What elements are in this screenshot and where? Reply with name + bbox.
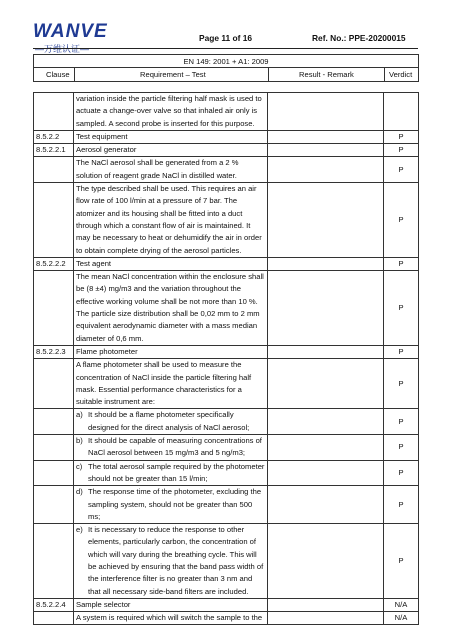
- requirements-table: [33, 92, 419, 625]
- logo-subtext: —万维认证—: [35, 44, 90, 54]
- requirement-cell: [74, 524, 268, 599]
- clause-cell: [34, 157, 74, 183]
- requirement-text: It is necessary to reduce the response to other elements, particularly carbon, the concentration of which will vary during the breathing cycle. This will be achieved by ensuring that the band pass width of the interference filter is no greater than 3 nm and that all necessary side-band filters are included.: [88, 525, 264, 596]
- requirement-cell: Sample selector: [74, 598, 268, 611]
- verdict-cell: P: [384, 183, 419, 258]
- clause-cell: [34, 486, 74, 524]
- result-cell: [268, 257, 384, 270]
- result-cell: [268, 435, 384, 461]
- requirement-cell: The NaCl aerosol shall be generated from a 2 % solution of reagent grade NaCl in distilled water.: [74, 157, 268, 183]
- table-row: [34, 345, 419, 358]
- clause-cell: [34, 93, 74, 131]
- table-row: [34, 435, 419, 461]
- list-letter: d): [76, 487, 83, 497]
- table-row: [34, 144, 419, 157]
- table-row: [34, 486, 419, 524]
- requirement-cell: [74, 409, 268, 435]
- clause-cell: [34, 435, 74, 461]
- result-cell: [268, 157, 384, 183]
- requirement-cell: [74, 460, 268, 486]
- verdict-cell: P: [384, 130, 419, 143]
- standard-title: EN 149: 2001 + A1: 2009: [33, 54, 419, 68]
- table-row: [34, 93, 419, 131]
- result-cell: [268, 183, 384, 258]
- clause-cell: [34, 271, 74, 346]
- result-cell: [268, 144, 384, 157]
- requirement-text: It should be capable of measuring concentrations of NaCl aerosol between 15 mg/m3 and 5 ng/m3;: [88, 436, 262, 458]
- clause-cell: 8.5.2.2.4: [34, 598, 74, 611]
- verdict-cell: P: [384, 144, 419, 157]
- list-letter: a): [76, 410, 83, 420]
- result-cell: [268, 460, 384, 486]
- requirement-text: The response time of the photometer, excluding the sampling system, should not be greater than 500 ms;: [88, 487, 262, 521]
- verdict-cell: P: [384, 486, 419, 524]
- table-row: [34, 598, 419, 611]
- result-cell: [268, 409, 384, 435]
- requirement-text: The total aerosol sample required by the photometer should not be greater than 15 l/min;: [88, 461, 265, 483]
- column-header-requirement: Requirement – Test: [140, 70, 206, 79]
- table-row: [34, 130, 419, 143]
- list-letter: b): [76, 436, 83, 446]
- result-cell: [268, 486, 384, 524]
- clause-cell: 8.5.2.2.3: [34, 345, 74, 358]
- verdict-cell: P: [384, 345, 419, 358]
- result-cell: [268, 345, 384, 358]
- requirement-cell: The mean NaCl concentration within the enclosure shall be (8 ±4) mg/m3 and the variation throughout the effective working volume shall be not more than 10 %. The particle size distribution shall be 0,02 mm to 2 mm equivalent aerodynamic diameter with a mass median diameter of 0,6 mm.: [74, 271, 268, 346]
- verdict-cell: N/A: [384, 598, 419, 611]
- clause-cell: [34, 524, 74, 599]
- table-row: [34, 612, 419, 625]
- clause-cell: 8.5.2.2: [34, 130, 74, 143]
- clause-cell: [34, 409, 74, 435]
- clause-cell: [34, 359, 74, 409]
- result-cell: [268, 271, 384, 346]
- verdict-cell: P: [384, 157, 419, 183]
- verdict-cell: P: [384, 359, 419, 409]
- requirement-cell: [74, 435, 268, 461]
- table-row: [34, 460, 419, 486]
- table-row: [34, 409, 419, 435]
- requirement-cell: Aerosol generator: [74, 144, 268, 157]
- table-row: [34, 359, 419, 409]
- company-logo: [33, 21, 123, 55]
- clause-cell: [34, 460, 74, 486]
- table-row: [34, 524, 419, 599]
- result-cell: [268, 93, 384, 131]
- column-divider: [74, 68, 75, 81]
- column-header-clause: Clause: [46, 70, 70, 79]
- verdict-cell: P: [384, 435, 419, 461]
- verdict-cell: N/A: [384, 612, 419, 625]
- reference-number: Ref. No.: PPE-20200015: [312, 33, 406, 43]
- table-row: [34, 183, 419, 258]
- column-divider: [268, 68, 269, 81]
- clause-cell: [34, 612, 74, 625]
- result-cell: [268, 612, 384, 625]
- column-header-result: Result - Remark: [299, 70, 354, 79]
- clause-cell: 8.5.2.2.1: [34, 144, 74, 157]
- result-cell: [268, 524, 384, 599]
- requirement-cell: A flame photometer shall be used to measure the concentration of NaCl inside the particle filtering half mask. Essential performance characteristics for a suitable instrument are:: [74, 359, 268, 409]
- column-divider: [384, 68, 385, 81]
- table-row: [34, 257, 419, 270]
- requirement-cell: The type described shall be used. This requires an air flow rate of 100 l/min at a pressure of 7 bar. The atomizer and its housing shall be fitted into a duct through which a constant flow of air is maintained. It may be necessary to heat or dehumidify the air in order to obtain complete drying of the aerosol particles.: [74, 183, 268, 258]
- table-row: [34, 271, 419, 346]
- verdict-cell: P: [384, 409, 419, 435]
- result-cell: [268, 359, 384, 409]
- table-row: [34, 157, 419, 183]
- verdict-cell: P: [384, 460, 419, 486]
- requirement-cell: Flame photometer: [74, 345, 268, 358]
- verdict-cell: P: [384, 524, 419, 599]
- clause-cell: [34, 183, 74, 258]
- requirement-text: It should be a flame photometer specifically designed for the direct analysis of NaCl aerosol;: [88, 410, 250, 432]
- requirement-cell: variation inside the particle filtering half mask is used to actuate a change-over valve so that inhaled air only is sampled. A second probe is inserted for this purpose.: [74, 93, 268, 131]
- requirement-cell: [74, 486, 268, 524]
- column-header-verdict: Verdict: [389, 70, 413, 79]
- verdict-cell: P: [384, 271, 419, 346]
- page-number: Page 11 of 16: [199, 33, 253, 43]
- verdict-cell: [384, 93, 419, 131]
- requirement-cell: Test agent: [74, 257, 268, 270]
- result-cell: [268, 130, 384, 143]
- result-cell: [268, 598, 384, 611]
- verdict-cell: P: [384, 257, 419, 270]
- requirement-cell: Test equipment: [74, 130, 268, 143]
- list-letter: e): [76, 525, 83, 535]
- clause-cell: 8.5.2.2.2: [34, 257, 74, 270]
- logo-text: WANVE: [33, 21, 108, 42]
- column-header-row: [33, 67, 419, 82]
- list-letter: c): [76, 461, 83, 471]
- header-rule: [33, 48, 418, 49]
- requirement-cell: A system is required which will switch the sample to the: [74, 612, 268, 625]
